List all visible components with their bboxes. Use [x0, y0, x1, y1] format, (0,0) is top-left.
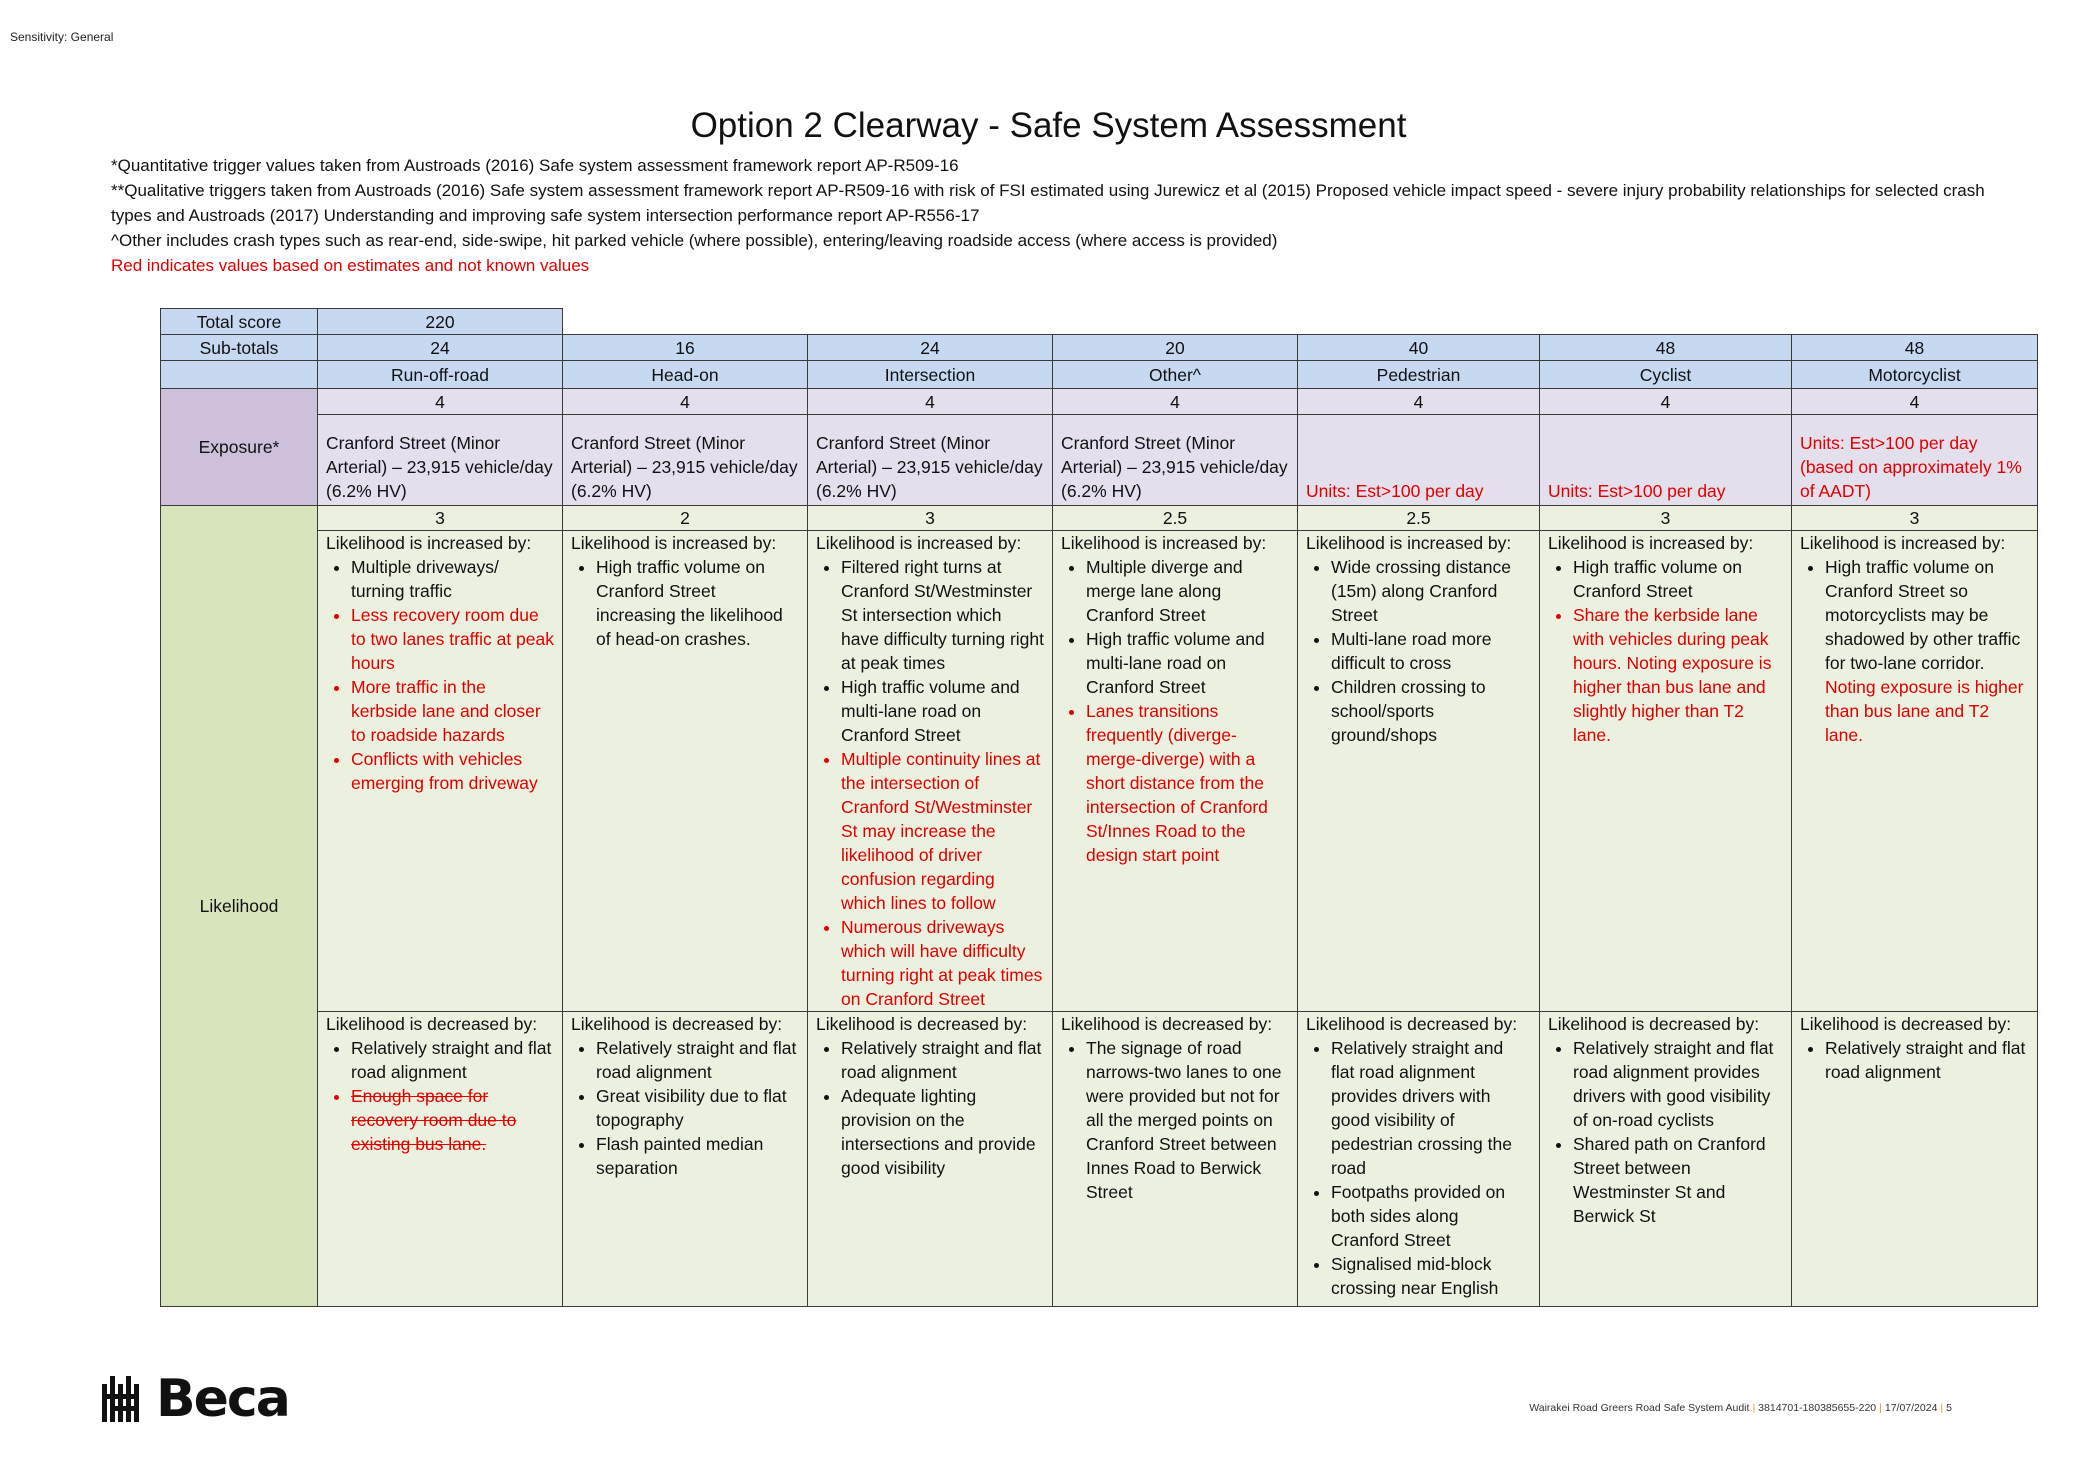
- likelihood-score-row: [161, 506, 2038, 531]
- crash-type-header: Head-on: [563, 361, 808, 389]
- exposure-text: Cranford Street (Minor Arterial) – 23,915 vehicle/day (6.2% HV): [563, 415, 808, 506]
- likelihood-score: 3: [808, 506, 1053, 531]
- exposure-text: Cranford Street (Minor Arterial) – 23,915 vehicle/day (6.2% HV): [808, 415, 1053, 506]
- likelihood-decreased-cell: [563, 1012, 808, 1307]
- list-item: • Relatively straight and flat road alignment: [1825, 1036, 2029, 1084]
- exposure-score: 4: [318, 389, 563, 415]
- likelihood-decreased-cell: [1053, 1012, 1298, 1307]
- likelihood-increased-cell: [1053, 531, 1298, 1012]
- footer-project: Wairakei Road Greers Road Safe System Audit: [1529, 1402, 1750, 1414]
- crash-type-header: Intersection: [808, 361, 1053, 389]
- increased-title: Likelihood is increased by:: [326, 533, 532, 553]
- decreased-title: Likelihood is decreased by:: [1061, 1014, 1273, 1034]
- subtotal-cell: 40: [1298, 335, 1540, 361]
- exposure-score: 4: [808, 389, 1053, 415]
- exposure-score: 4: [1792, 389, 2038, 415]
- exposure-text: Cranford Street (Minor Arterial) – 23,915 vehicle/day (6.2% HV): [1053, 415, 1298, 506]
- exposure-score-row: [161, 389, 2038, 415]
- likelihood-score: 3: [1792, 506, 2038, 531]
- beca-logo-mark-icon: [102, 1376, 148, 1422]
- likelihood-increased-row: [161, 531, 2038, 1012]
- likelihood-score: 2.5: [1298, 506, 1540, 531]
- list-item: • Enough space for recovery room due to existing bus lane.: [351, 1084, 554, 1156]
- note-red-legend: Red indicates values based on estimates and not known values: [111, 256, 590, 275]
- likelihood-increased-cell: [563, 531, 808, 1012]
- exposure-text: Units: Est>100 per day: [1540, 415, 1792, 506]
- exposure-text: Units: Est>100 per day (based on approximately 1% of AADT): [1792, 415, 2038, 506]
- list-item: • Conflicts with vehicles emerging from driveway: [351, 747, 554, 795]
- beca-logo-text: Beca: [156, 1369, 289, 1429]
- list-item: • Great visibility due to flat topography: [596, 1084, 799, 1132]
- note-quantitative: *Quantitative trigger values taken from Austroads (2016) Safe system assessment framework report AP-R509-16: [111, 156, 959, 175]
- likelihood-decreased-cell: [808, 1012, 1053, 1307]
- likelihood-increased-cell: [808, 531, 1053, 1012]
- decreased-title: Likelihood is decreased by:: [326, 1014, 538, 1034]
- list-item: • Relatively straight and flat road alignment provides drivers with good visibility of pedestrian crossing the road: [1331, 1036, 1531, 1180]
- list-item: • Numerous driveways which will have difficulty turning right at peak times on Cranford Street: [841, 915, 1044, 1011]
- list-item: • Relatively straight and flat road alignment: [351, 1036, 554, 1084]
- decreased-title: Likelihood is decreased by:: [1548, 1014, 1760, 1034]
- list-item: • Flash painted median separation: [596, 1132, 799, 1180]
- footer-ref: 3814701-180385655-220: [1758, 1402, 1877, 1414]
- decreased-title: Likelihood is decreased by:: [816, 1014, 1028, 1034]
- exposure-text-row: [161, 415, 2038, 506]
- total-score-label: Total score: [161, 309, 318, 335]
- likelihood-increased-cell: [1298, 531, 1540, 1012]
- footer-date: 17/07/2024: [1884, 1402, 1938, 1414]
- increased-list: [816, 555, 1044, 1011]
- likelihood-increased-cell: [318, 531, 563, 1012]
- list-item: [1825, 555, 2029, 747]
- exposure-label: Exposure*: [161, 389, 318, 506]
- list-item: • High traffic volume and multi-lane road on Cranford Street: [841, 675, 1044, 747]
- footer-page: 5: [1946, 1402, 1952, 1414]
- subtotal-cell: 48: [1792, 335, 2038, 361]
- subtotal-cell: 48: [1540, 335, 1792, 361]
- list-item: • Share the kerbside lane with vehicles during peak hours. Noting exposure is higher than bus lane and slightly higher than T2 lane.: [1573, 603, 1783, 747]
- decreased-list: [1061, 1036, 1289, 1204]
- increased-list: [1306, 555, 1531, 747]
- decreased-list: [816, 1036, 1044, 1180]
- crash-type-header: Motorcyclist: [1792, 361, 2038, 389]
- list-item: • Multiple diverge and merge lane along Cranford Street: [1086, 555, 1289, 627]
- subtotal-cell: 24: [318, 335, 563, 361]
- list-item: • Footpaths provided on both sides along Cranford Street: [1331, 1180, 1531, 1252]
- subtotal-cell: 24: [808, 335, 1053, 361]
- exposure-score: 4: [563, 389, 808, 415]
- exposure-text: Cranford Street (Minor Arterial) – 23,915 vehicle/day (6.2% HV): [318, 415, 563, 506]
- increased-title: Likelihood is increased by:: [1800, 533, 2006, 553]
- likelihood-score: 2.5: [1053, 506, 1298, 531]
- crash-type-header-row: [161, 361, 2038, 389]
- list-item: • Shared path on Cranford Street between Westminster St and Berwick St: [1573, 1132, 1783, 1228]
- list-item: • Children crossing to school/sports ground/shops: [1331, 675, 1531, 747]
- page-title: Option 2 Clearway - Safe System Assessment: [690, 106, 1407, 145]
- likelihood-label: Likelihood: [161, 506, 318, 1307]
- crash-type-header: Pedestrian: [1298, 361, 1540, 389]
- decreased-list: [571, 1036, 799, 1180]
- exposure-score: 4: [1298, 389, 1540, 415]
- likelihood-decreased-row: [161, 1012, 2038, 1307]
- decreased-list: [1548, 1036, 1783, 1228]
- list-item: • Filtered right turns at Cranford St/Westminster St intersection which have difficulty turning right at peak times: [841, 555, 1044, 675]
- likelihood-score: 2: [563, 506, 808, 531]
- increased-title: Likelihood is increased by:: [1306, 533, 1512, 553]
- decreased-list: [326, 1036, 554, 1156]
- list-item: • Lanes transitions frequently (diverge-merge-diverge) with a short distance from the intersection of Cranford St/Innes Road to the design start point: [1086, 699, 1289, 867]
- likelihood-increased-cell: [1540, 531, 1792, 1012]
- likelihood-decreased-cell: [1792, 1012, 2038, 1307]
- list-item: • More traffic in the kerbside lane and closer to roadside hazards: [351, 675, 554, 747]
- beca-logo: [102, 1369, 289, 1429]
- list-item: • Relatively straight and flat road alignment: [596, 1036, 799, 1084]
- likelihood-decreased-cell: [1298, 1012, 1540, 1307]
- list-item-red-note: Noting exposure is higher than bus lane and T2 lane.: [1825, 677, 2024, 745]
- note-qualitative: **Qualitative triggers taken from Austroads (2016) Safe system assessment framework report AP-R509-16 with risk of FSI estimated using Jurewicz et al (2015) Proposed vehicle impact speed - severe injury probability relationships for selected crash types and Austroads (2017) Understanding and improving safe system intersection performance report AP-R556-17: [111, 181, 1985, 225]
- crash-type-header: Other^: [1053, 361, 1298, 389]
- increased-list: [326, 555, 554, 795]
- list-item: • Adequate lighting provision on the intersections and provide good visibility: [841, 1084, 1044, 1180]
- list-item: • Multiple driveways/ turning traffic: [351, 555, 554, 603]
- list-item: • Less recovery room due to two lanes traffic at peak hours: [351, 603, 554, 675]
- likelihood-score: 3: [1540, 506, 1792, 531]
- exposure-score: 4: [1053, 389, 1298, 415]
- decreased-list: [1306, 1036, 1531, 1300]
- decreased-title: Likelihood is decreased by:: [1800, 1014, 2012, 1034]
- list-item: • Relatively straight and flat road alignment: [841, 1036, 1044, 1084]
- subtotals-row: [161, 335, 2038, 361]
- likelihood-increased-cell: [1792, 531, 2038, 1012]
- list-item: • High traffic volume on Cranford Street increasing the likelihood of head-on crashes.: [596, 555, 799, 651]
- increased-title: Likelihood is increased by:: [1061, 533, 1267, 553]
- total-score-value: 220: [318, 309, 563, 335]
- decreased-title: Likelihood is decreased by:: [571, 1014, 783, 1034]
- likelihood-decreased-cell: [318, 1012, 563, 1307]
- list-item: • The signage of road narrows-two lanes to one were provided but not for all the merged points on Cranford Street between Innes Road to Berwick Street: [1086, 1036, 1289, 1204]
- list-item: • Multiple continuity lines at the intersection of Cranford St/Westminster St may increase the likelihood of driver confusion regarding which lines to follow: [841, 747, 1044, 915]
- footer: Wairakei Road Greers Road Safe System Audit | 3814701-180385655-220 | 17/07/2024 | 5: [1529, 1402, 1952, 1414]
- note-other: ^Other includes crash types such as rear-end, side-swipe, hit parked vehicle (where possible), entering/leaving roadside access (where access is provided): [111, 231, 1278, 250]
- likelihood-decreased-cell: [1540, 1012, 1792, 1307]
- increased-list: [1061, 555, 1289, 867]
- increased-list: [571, 555, 799, 651]
- subtotal-cell: 16: [563, 335, 808, 361]
- list-item: • Signalised mid-block crossing near English: [1331, 1252, 1531, 1300]
- increased-list: [1800, 555, 2029, 747]
- list-item: • Multi-lane road more difficult to cross: [1331, 627, 1531, 675]
- increased-title: Likelihood is increased by:: [571, 533, 777, 553]
- list-item: • High traffic volume and multi-lane road on Cranford Street: [1086, 627, 1289, 699]
- list-item-text: High traffic volume on Cranford Street so motorcyclists may be shadowed by other traffic for two-lane corridor.: [1825, 557, 2021, 673]
- sensitivity-label: Sensitivity: General: [10, 30, 114, 44]
- increased-title: Likelihood is increased by:: [1548, 533, 1754, 553]
- increased-list: [1548, 555, 1783, 747]
- list-item: • Relatively straight and flat road alignment provides drivers with good visibility of on-road cyclists: [1573, 1036, 1783, 1132]
- exposure-score: 4: [1540, 389, 1792, 415]
- subtotals-label: Sub-totals: [161, 335, 318, 361]
- decreased-title: Likelihood is decreased by:: [1306, 1014, 1518, 1034]
- increased-title: Likelihood is increased by:: [816, 533, 1022, 553]
- crash-type-header: Cyclist: [1540, 361, 1792, 389]
- crash-type-header: Run-off-road: [318, 361, 563, 389]
- notes: [111, 153, 2011, 278]
- list-item: • High traffic volume on Cranford Street: [1573, 555, 1783, 603]
- list-item: • Wide crossing distance (15m) along Cranford Street: [1331, 555, 1531, 627]
- assessment-table: [160, 308, 2038, 1307]
- likelihood-score: 3: [318, 506, 563, 531]
- subtotal-cell: 20: [1053, 335, 1298, 361]
- decreased-list: [1800, 1036, 2029, 1084]
- exposure-text: Units: Est>100 per day: [1298, 415, 1540, 506]
